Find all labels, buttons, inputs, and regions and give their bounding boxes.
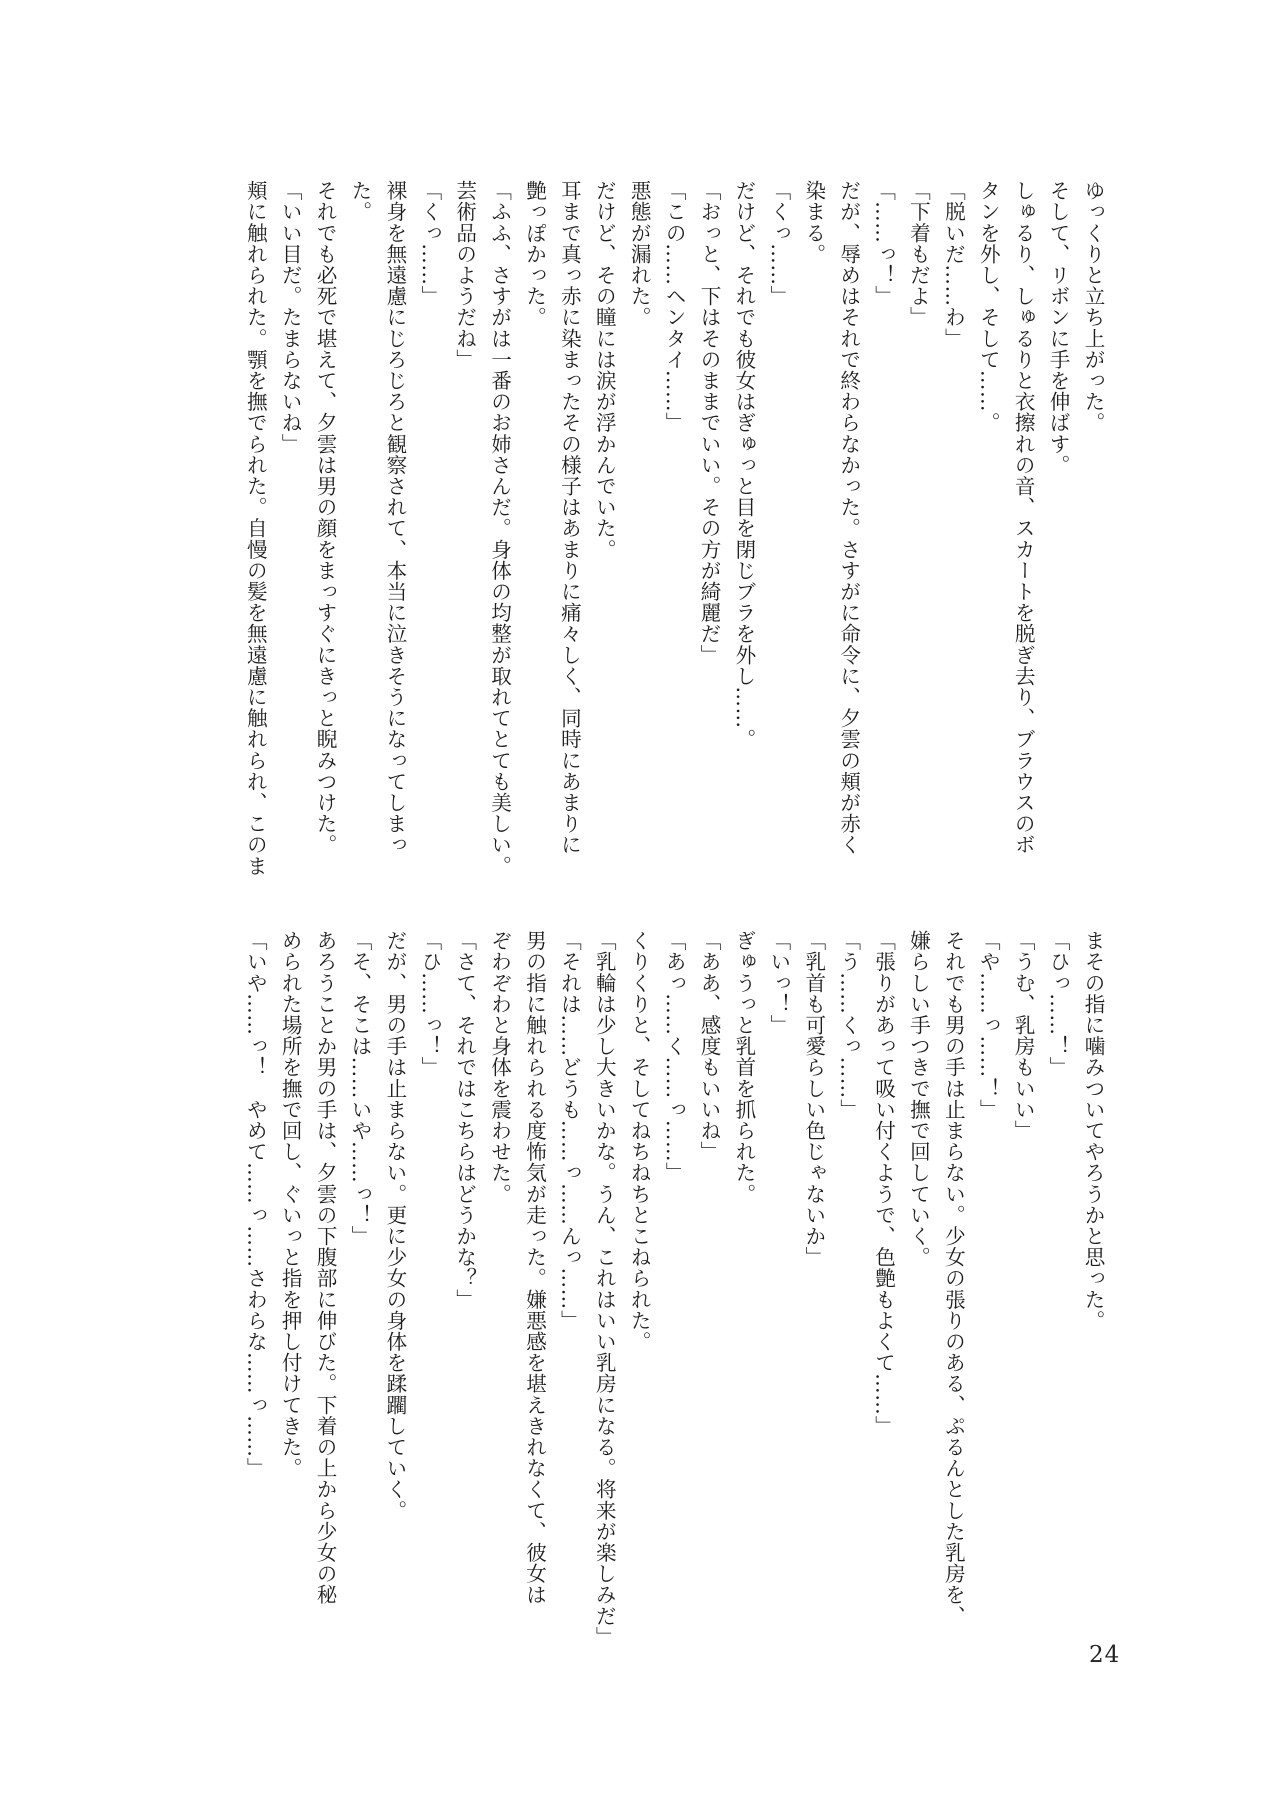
text-line: 「そ、そこは……いや……っ！」 — [347, 930, 372, 1247]
text-line: だが、男の手は止まらない。更に少女の身体を蹂躙していく。 — [382, 930, 407, 1521]
text-line: 「この……ヘンタイ……」 — [662, 180, 687, 434]
text-block-top — [145, 180, 1110, 877]
page-number: 24 — [1089, 1642, 1121, 1668]
text-line: だが、辱めはそれで終わらなかった。さすがに命令に、夕雲の頬が赤く — [836, 180, 861, 856]
text-line: 染まる。 — [801, 180, 826, 265]
text-line: しゅるり、しゅるりと衣擦れの音、スカートを脱ぎ去り、ブラウスのボ — [1011, 180, 1036, 856]
text-line: それでも男の手は止まらない。少女の張りのある、ぷるんとした乳房を、 — [941, 930, 966, 1627]
text-line: 「ひっ……！」 — [1046, 930, 1071, 1078]
text-line: 「あっ……く……っ……」 — [662, 930, 687, 1184]
text-line: だけど、その瞳には涙が浮かんでいた。 — [592, 180, 617, 560]
text-line: ゆっくりと立ち上がった。 — [1081, 180, 1105, 434]
text-line: 男の指に触れられる度怖気が走った。嫌悪感を堪えきれなくて、彼女は — [522, 930, 547, 1606]
text-line: 「乳首も可愛らしい色じゃないか」 — [801, 930, 826, 1268]
text-line: 頬に触れられた。顎を撫でられた。自慢の髪を無遠慮に触れられ、このま — [243, 180, 268, 877]
text-line: 「いい目だ。たまらないね」 — [278, 180, 303, 455]
text-line: 「くっ……」 — [417, 180, 442, 307]
text-line: 「いや……っ！ やめて……っ……さわらな……っ……」 — [243, 930, 268, 1479]
text-line: 嫌らしい手つきで撫で回していく。 — [906, 930, 931, 1268]
text-line: だけど、それでも彼女はぎゅっと目を閉じブラを外し……。 — [731, 180, 756, 750]
text-line: 「ふふ、さすがは一番のお姉さんだ。身体の均整が取れてとても美しい。 — [487, 180, 512, 877]
text-line: 「うむ、乳房もいい」 — [1011, 930, 1036, 1141]
text-line: 「ひ……っ！」 — [417, 930, 442, 1078]
text-line: 「乳輪は少し大きいかな。うん、これはいい乳房になる。将来が楽しみだ」 — [592, 930, 617, 1648]
text-line: 「さて、それではこちらはどうかな？」 — [452, 930, 477, 1310]
text-line: 「それは……どうも……っ……んっ……」 — [557, 930, 582, 1331]
text-line: 「ああ、感度もいいね」 — [697, 930, 722, 1163]
text-block-bottom — [145, 930, 1110, 1648]
text-line: 「張りがあって吸い付くようで、色艶もよくて……」 — [871, 930, 896, 1437]
text-line: 艶っぽかった。 — [522, 180, 547, 328]
text-line: くりくりと、そしてねちねちとこねられた。 — [627, 930, 652, 1352]
text-line: 芸術品のようだね」 — [452, 180, 477, 370]
text-line: タンを外し、そして……。 — [976, 180, 1001, 434]
text-line: それでも必死で堪えて、夕雲は男の顔をまっすぐにきっと睨みつけた。 — [313, 180, 338, 856]
text-line: 「う……くっ……」 — [836, 930, 861, 1120]
text-line: ぞわぞわと身体を震わせた。 — [487, 930, 512, 1205]
text-line: 「……っ！」 — [871, 180, 896, 307]
text-line: 「おっと、下はそのままでいい。その方が綺麗だ」 — [697, 180, 722, 666]
text-line: 耳まで真っ赤に染まったその様子はあまりに痛々しく、同時にあまりに — [557, 180, 582, 856]
text-line: 裸身を無遠慮にじろじろと観察されて、本当に泣きそうになってしまっ — [382, 180, 407, 856]
text-line: まその指に噛みついてやろうかと思った。 — [1081, 930, 1105, 1331]
text-line: 「下着もだよ」 — [906, 180, 931, 328]
text-line: そして、リボンに手を伸ばす。 — [1046, 180, 1071, 476]
text-line: 悪態が漏れた。 — [627, 180, 652, 328]
text-line: あろうことか男の手は、夕雲の下腹部に伸びた。下着の上から少女の秘 — [313, 930, 338, 1606]
text-line: た。 — [347, 180, 372, 223]
text-line: 「脱いだ……わ」 — [941, 180, 966, 349]
text-line: 「いっ！」 — [766, 930, 791, 1036]
text-line: 「や……っ……！」 — [976, 930, 1001, 1120]
text-line: 「くっ……」 — [766, 180, 791, 307]
text-line: ぎゅうっと乳首を抓られた。 — [731, 930, 756, 1205]
text-line: められた場所を撫で回し、ぐいっと指を押し付けてきた。 — [278, 930, 303, 1479]
